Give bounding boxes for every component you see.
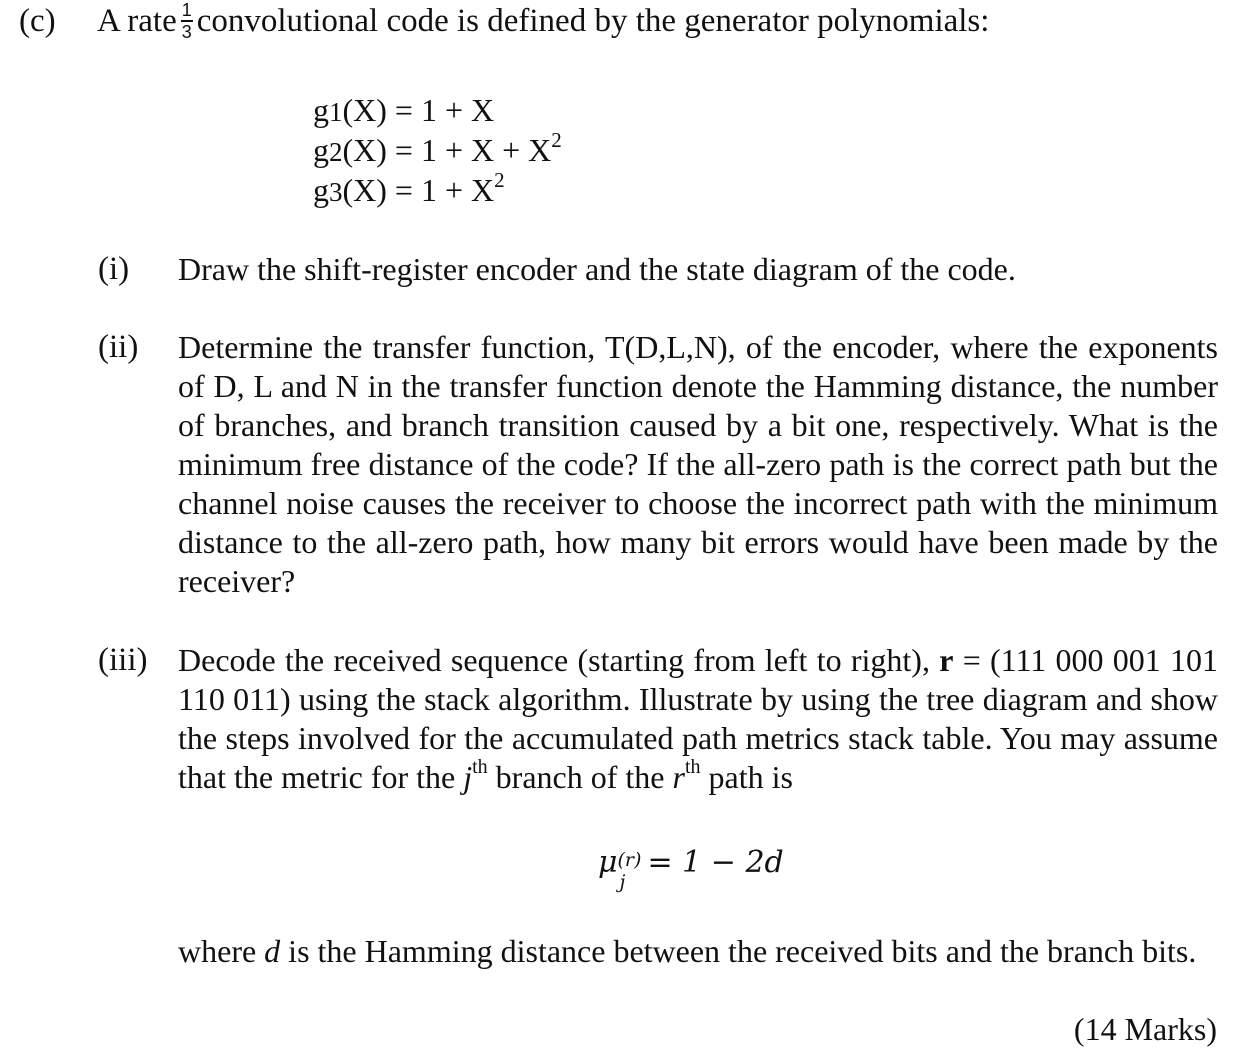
poly-g-symbol: g <box>313 172 329 208</box>
where-after: is the Hamming distance between the received bits and the branch bits. <box>288 933 1197 969</box>
r-index: r <box>672 759 685 795</box>
j-index: j <box>463 759 473 795</box>
marks: (14 Marks) <box>1073 1011 1217 1047</box>
part-ii-text: Determine the transfer function, T(D,L,N), of the encoder, where the exponents of D, L and N in the transfer function denote the Hamming distance, the number of branches, and branch transition caused by a bit one, respectively. What is the minimum free distance of the code? If the all-zero path is the correct path but the channel noise causes the receiver to choose the incorrect path with the minimum distance to the all-zero path, how many bit errors would have been made by the receiver? <box>178 329 1218 599</box>
th-superscript: th <box>472 756 488 778</box>
where-before: where <box>178 933 257 969</box>
mu-indices <box>617 842 648 893</box>
part-iii-label: (iii) <box>98 642 148 678</box>
part-iii-text-c: branch of the <box>495 759 665 795</box>
polynomial-g2 <box>313 128 562 169</box>
rate-fraction <box>181 1 193 41</box>
poly-exponent: 2 <box>551 128 562 152</box>
part-iii-text-a: Decode the received sequence (starting from left to right), <box>178 642 930 678</box>
poly-subscript: 2 <box>329 137 343 167</box>
question-intro <box>97 2 989 43</box>
intro-after: convolutional code is defined by the generator polynomials: <box>196 3 990 39</box>
rate-denominator: 3 <box>181 22 192 43</box>
poly-exponent: 2 <box>494 168 505 192</box>
part-i-text: Draw the shift-register encoder and the state diagram of the code. <box>178 251 1016 287</box>
polynomial-g3 <box>313 168 505 209</box>
poly-expression: (X) = 1 + X <box>342 92 495 128</box>
polynomial-g1 <box>313 93 494 129</box>
part-ii-label: (ii) <box>98 329 139 365</box>
poly-subscript: 3 <box>329 177 343 207</box>
d-symbol: d <box>264 933 281 969</box>
poly-g-symbol: g <box>313 132 329 168</box>
part-iii-text <box>178 641 1218 797</box>
mu-superscript: (r) <box>617 849 642 871</box>
poly-g-symbol: g <box>313 92 329 128</box>
intro-before: A rate <box>97 3 177 39</box>
mu-subscript: j <box>619 871 626 893</box>
part-iii-text-b: = (111 000 001 101 110 011) using the stack algorithm. Illustrate by using the tree diagram and show the steps involved for the accumulated path metrics stack table. You may assume that the metric for the <box>178 642 1219 795</box>
metric-formula <box>598 842 784 893</box>
part-iii-text-d: path is <box>708 759 793 795</box>
rate-numerator: 1 <box>181 0 192 21</box>
poly-expression: (X) = 1 + X <box>342 172 495 208</box>
poly-expression: (X) = 1 + X + X <box>342 132 552 168</box>
mu-symbol: μ <box>598 845 618 880</box>
th-superscript: th <box>684 756 701 778</box>
poly-subscript: 1 <box>329 97 343 127</box>
part-i-label: (i) <box>98 251 130 287</box>
metric-rhs: = 1 − 2d <box>647 845 784 880</box>
received-vector-symbol: r <box>939 642 954 678</box>
question-label: (c) <box>19 3 56 39</box>
where-clause <box>178 932 1218 971</box>
